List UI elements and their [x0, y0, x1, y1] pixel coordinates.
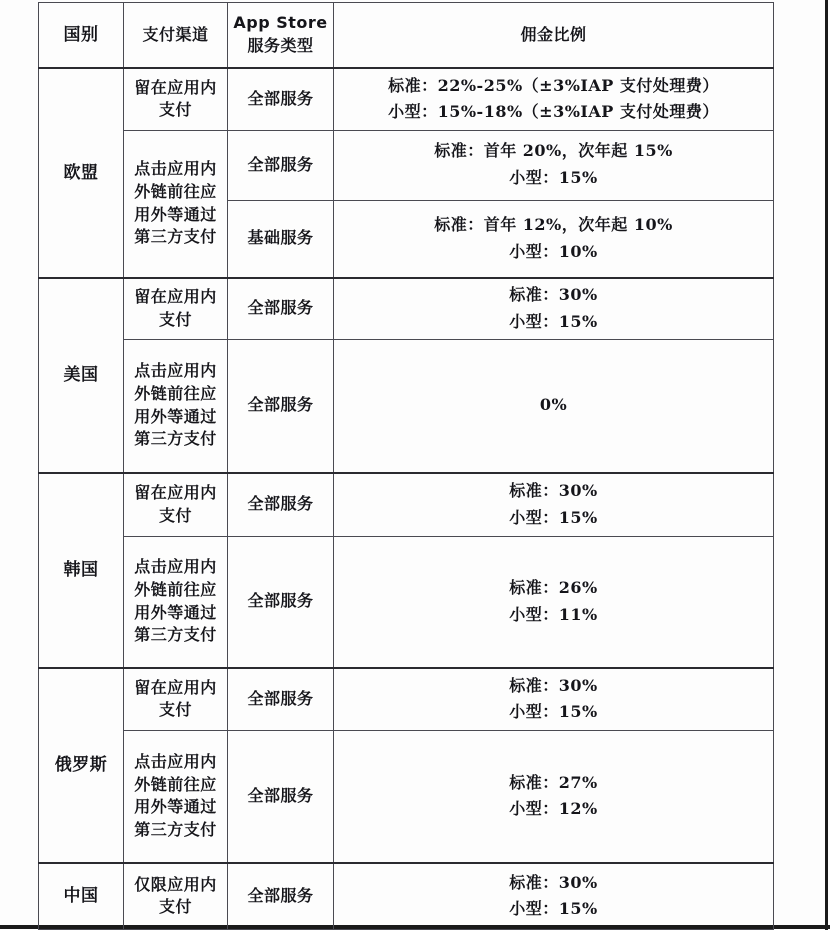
cell-service-kr-in-app: 全部服务 [228, 473, 334, 536]
cell-service-us-in-app: 全部服务 [228, 278, 334, 339]
cell-service-eu-external-all: 全部服务 [228, 130, 334, 200]
cell-service-eu-external-basic: 基础服务 [228, 200, 334, 278]
table-row [39, 278, 774, 339]
rate-line-standard: 标准：30% [509, 675, 598, 695]
rate-line-standard: 标准：26% [509, 578, 598, 598]
commission-rate-table [38, 2, 774, 930]
cell-service-ru-external: 全部服务 [228, 730, 334, 863]
table-row [39, 536, 774, 668]
cell-channel-kr-external: 点击应用内外链前往应用外等通过第三方支付 [124, 536, 228, 668]
rate-line-small: 小型：15% [509, 311, 598, 331]
table-row [39, 68, 774, 130]
table-row [39, 130, 774, 200]
cell-channel-eu-in-app: 留在应用内支付 [124, 68, 228, 130]
cell-service-cn-in-app: 全部服务 [228, 863, 334, 929]
table-row [39, 473, 774, 536]
rate-line-standard: 标准：30% [509, 872, 598, 892]
page-edge-right [825, 0, 828, 930]
cell-service-eu-in-app: 全部服务 [228, 68, 334, 130]
header-appstore-service-type: App Store 服务类型 [228, 3, 334, 69]
header-commission-rate: 佣金比例 [334, 3, 774, 69]
table-row [39, 668, 774, 730]
rate-line-standard: 标准：30% [509, 285, 598, 305]
cell-rate-ru-in-app [334, 668, 774, 730]
cell-country-kr: 韩国 [39, 473, 124, 668]
rate-line-standard: 标准：首年 20%，次年起 15% [434, 141, 673, 161]
cell-rate-cn-in-app [334, 863, 774, 929]
cell-channel-us-external: 点击应用内外链前往应用外等通过第三方支付 [124, 339, 228, 473]
rate-line-small: 小型：10% [509, 241, 598, 261]
rate-line-standard: 标准：22%-25%（±3%IAP 支付处理费） [388, 75, 719, 95]
cell-channel-kr-in-app: 留在应用内支付 [124, 473, 228, 536]
rate-line-standard: 标准：27% [509, 772, 598, 792]
rate-line-standard: 标准：首年 12%，次年起 10% [434, 215, 673, 235]
cell-service-ru-in-app: 全部服务 [228, 668, 334, 730]
cell-country-cn: 中国 [39, 863, 124, 929]
header-country: 国别 [39, 3, 124, 69]
cell-service-kr-external: 全部服务 [228, 536, 334, 668]
rate-line-small: 小型：15% [509, 507, 598, 527]
rate-line-small: 小型：15%-18%（±3%IAP 支付处理费） [388, 102, 719, 122]
cell-rate-kr-external [334, 536, 774, 668]
rate-line-standard: 标准：30% [509, 481, 598, 501]
cell-channel-us-in-app: 留在应用内支付 [124, 278, 228, 339]
cell-rate-us-in-app [334, 278, 774, 339]
cell-rate-kr-in-app [334, 473, 774, 536]
table-row [39, 730, 774, 863]
rate-line-small: 小型：15% [509, 168, 598, 187]
cell-rate-eu-external-all [334, 130, 774, 200]
table-header-row [39, 3, 774, 69]
cell-rate-ru-external [334, 730, 774, 863]
cell-rate-eu-in-app [334, 68, 774, 130]
cell-service-us-external: 全部服务 [228, 339, 334, 473]
rate-line-small: 小型：15% [509, 702, 598, 722]
cell-country-ru: 俄罗斯 [39, 668, 124, 863]
cell-channel-ru-external: 点击应用内外链前往应用外等通过第三方支付 [124, 730, 228, 863]
cell-country-eu: 欧盟 [39, 68, 124, 278]
table-row [39, 863, 774, 929]
cell-rate-us-external [334, 339, 774, 473]
header-payment-channel: 支付渠道 [124, 3, 228, 69]
rate-line-small: 小型：11% [509, 604, 598, 624]
rate-line-small: 小型：15% [509, 899, 598, 919]
cell-channel-cn-in-app: 仅限应用内支付 [124, 863, 228, 929]
cell-country-us: 美国 [39, 278, 124, 473]
cell-rate-eu-external-basic [334, 200, 774, 278]
cell-channel-eu-external: 点击应用内外链前往应用外等通过第三方支付 [124, 130, 228, 278]
table-row [39, 339, 774, 473]
cell-channel-ru-in-app: 留在应用内支付 [124, 668, 228, 730]
rate-line-small: 小型：12% [509, 799, 598, 819]
rate-line-standard: 0% [539, 395, 568, 415]
